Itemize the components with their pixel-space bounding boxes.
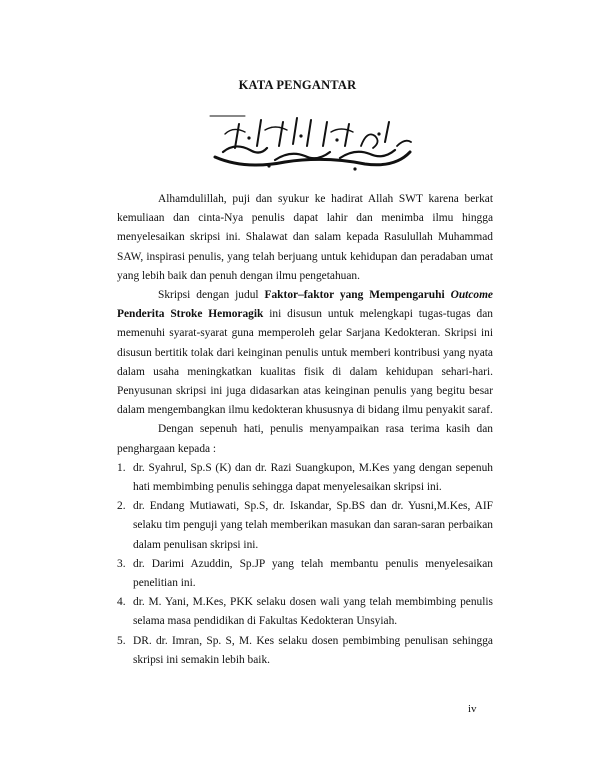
list-item-number: 4. (117, 596, 126, 609)
paragraph-opening: Alhamdulillah, puji dan syukur ke hadirat Allah SWT karena berkat kemuliaan dan cinta-Nya penulis dapat lahir dan menimba ilmu hingga menyelesaikan skripsi ini. Shalawat dan salam kepada Rasulullah Muhammad SAW, inspirasi penulis, yang telah berjuang untuk kehidupan dan peradaban umat yang lebih baik dan penuh dengan ilmu pengetahuan. (117, 193, 493, 282)
list-item (117, 497, 493, 555)
bismillah-calligraphy-icon (205, 112, 420, 172)
thesis-title-part2: Penderita Stroke Hemoragik (117, 308, 264, 321)
list-item (117, 593, 493, 631)
list-item-text: dr. M. Yani, M.Kes, PKK selaku dosen wali yang telah membimbing penulis selama masa pendidikan di Fakultas Kedokteran Unsyiah. (133, 596, 493, 628)
paragraph-thanks: Dengan sepenuh hati, penulis menyampaikan rasa terima kasih dan penghargaan kepada : (117, 423, 493, 455)
page-title: KATA PENGANTAR (238, 78, 357, 92)
list-item-number: 2. (117, 500, 126, 513)
thesis-title-outcome: Outcome (450, 289, 493, 302)
list-item-text: DR. dr. Imran, Sp. S, M. Kes selaku dosen pembimbing penulisan sehingga skripsi ini semakin lebih baik. (133, 634, 493, 666)
list-item-number: 1. (117, 461, 126, 474)
list-item-number: 5. (117, 634, 126, 647)
list-item-text: dr. Endang Mutiawati, Sp.S, dr. Iskandar, Sp.BS dan dr. Yusni,M.Kes, AIF selaku tim penguji yang telah memberikan masukan dan saran-saran perbaikan dalam penulisan skripsi ini. (133, 500, 493, 551)
list-item-text: dr. Syahrul, Sp.S (K) dan dr. Razi Suangkupon, M.Kes yang dengan sepenuh hati membimbing penulis sehingga dapat menyelesaikan skripsi ini. (133, 461, 493, 494)
list-item-text: dr. Darimi Azuddin, Sp.JP yang telah membantu penulis menyelesaikan penelitian ini. (133, 557, 493, 590)
document-body (117, 190, 493, 670)
paragraph-thesis (117, 286, 493, 420)
page-number: iv (468, 703, 477, 715)
list-item-number: 3. (117, 557, 126, 570)
list-item (117, 555, 493, 593)
acknowledgement-list (117, 459, 493, 670)
list-item (117, 459, 493, 497)
paragraph-thesis-intro: Skripsi dengan judul (158, 289, 265, 302)
paragraph-thesis-rest: ini disusun untuk melengkapi tugas-tugas dan memenuhi syarat-syarat guna memperoleh gelar Sarjana Kedokteran. Skripsi ini disusun bertitik tolak dari keinginan penulis untuk memberi kontribusi yang nyata dalam usaha meningkatkan kualitas fisik di dalam kehidupan sehari-hari. Penyusunan skripsi ini juga didasarkan atas keinginan penulis yang begitu besar dalam mengembangkan ilmu kedokteran khususnya di bidang ilmu penyakit saraf. (117, 308, 493, 417)
list-item (117, 632, 493, 670)
thesis-title-part1: Faktor–faktor yang Mempengaruhi (264, 289, 451, 302)
